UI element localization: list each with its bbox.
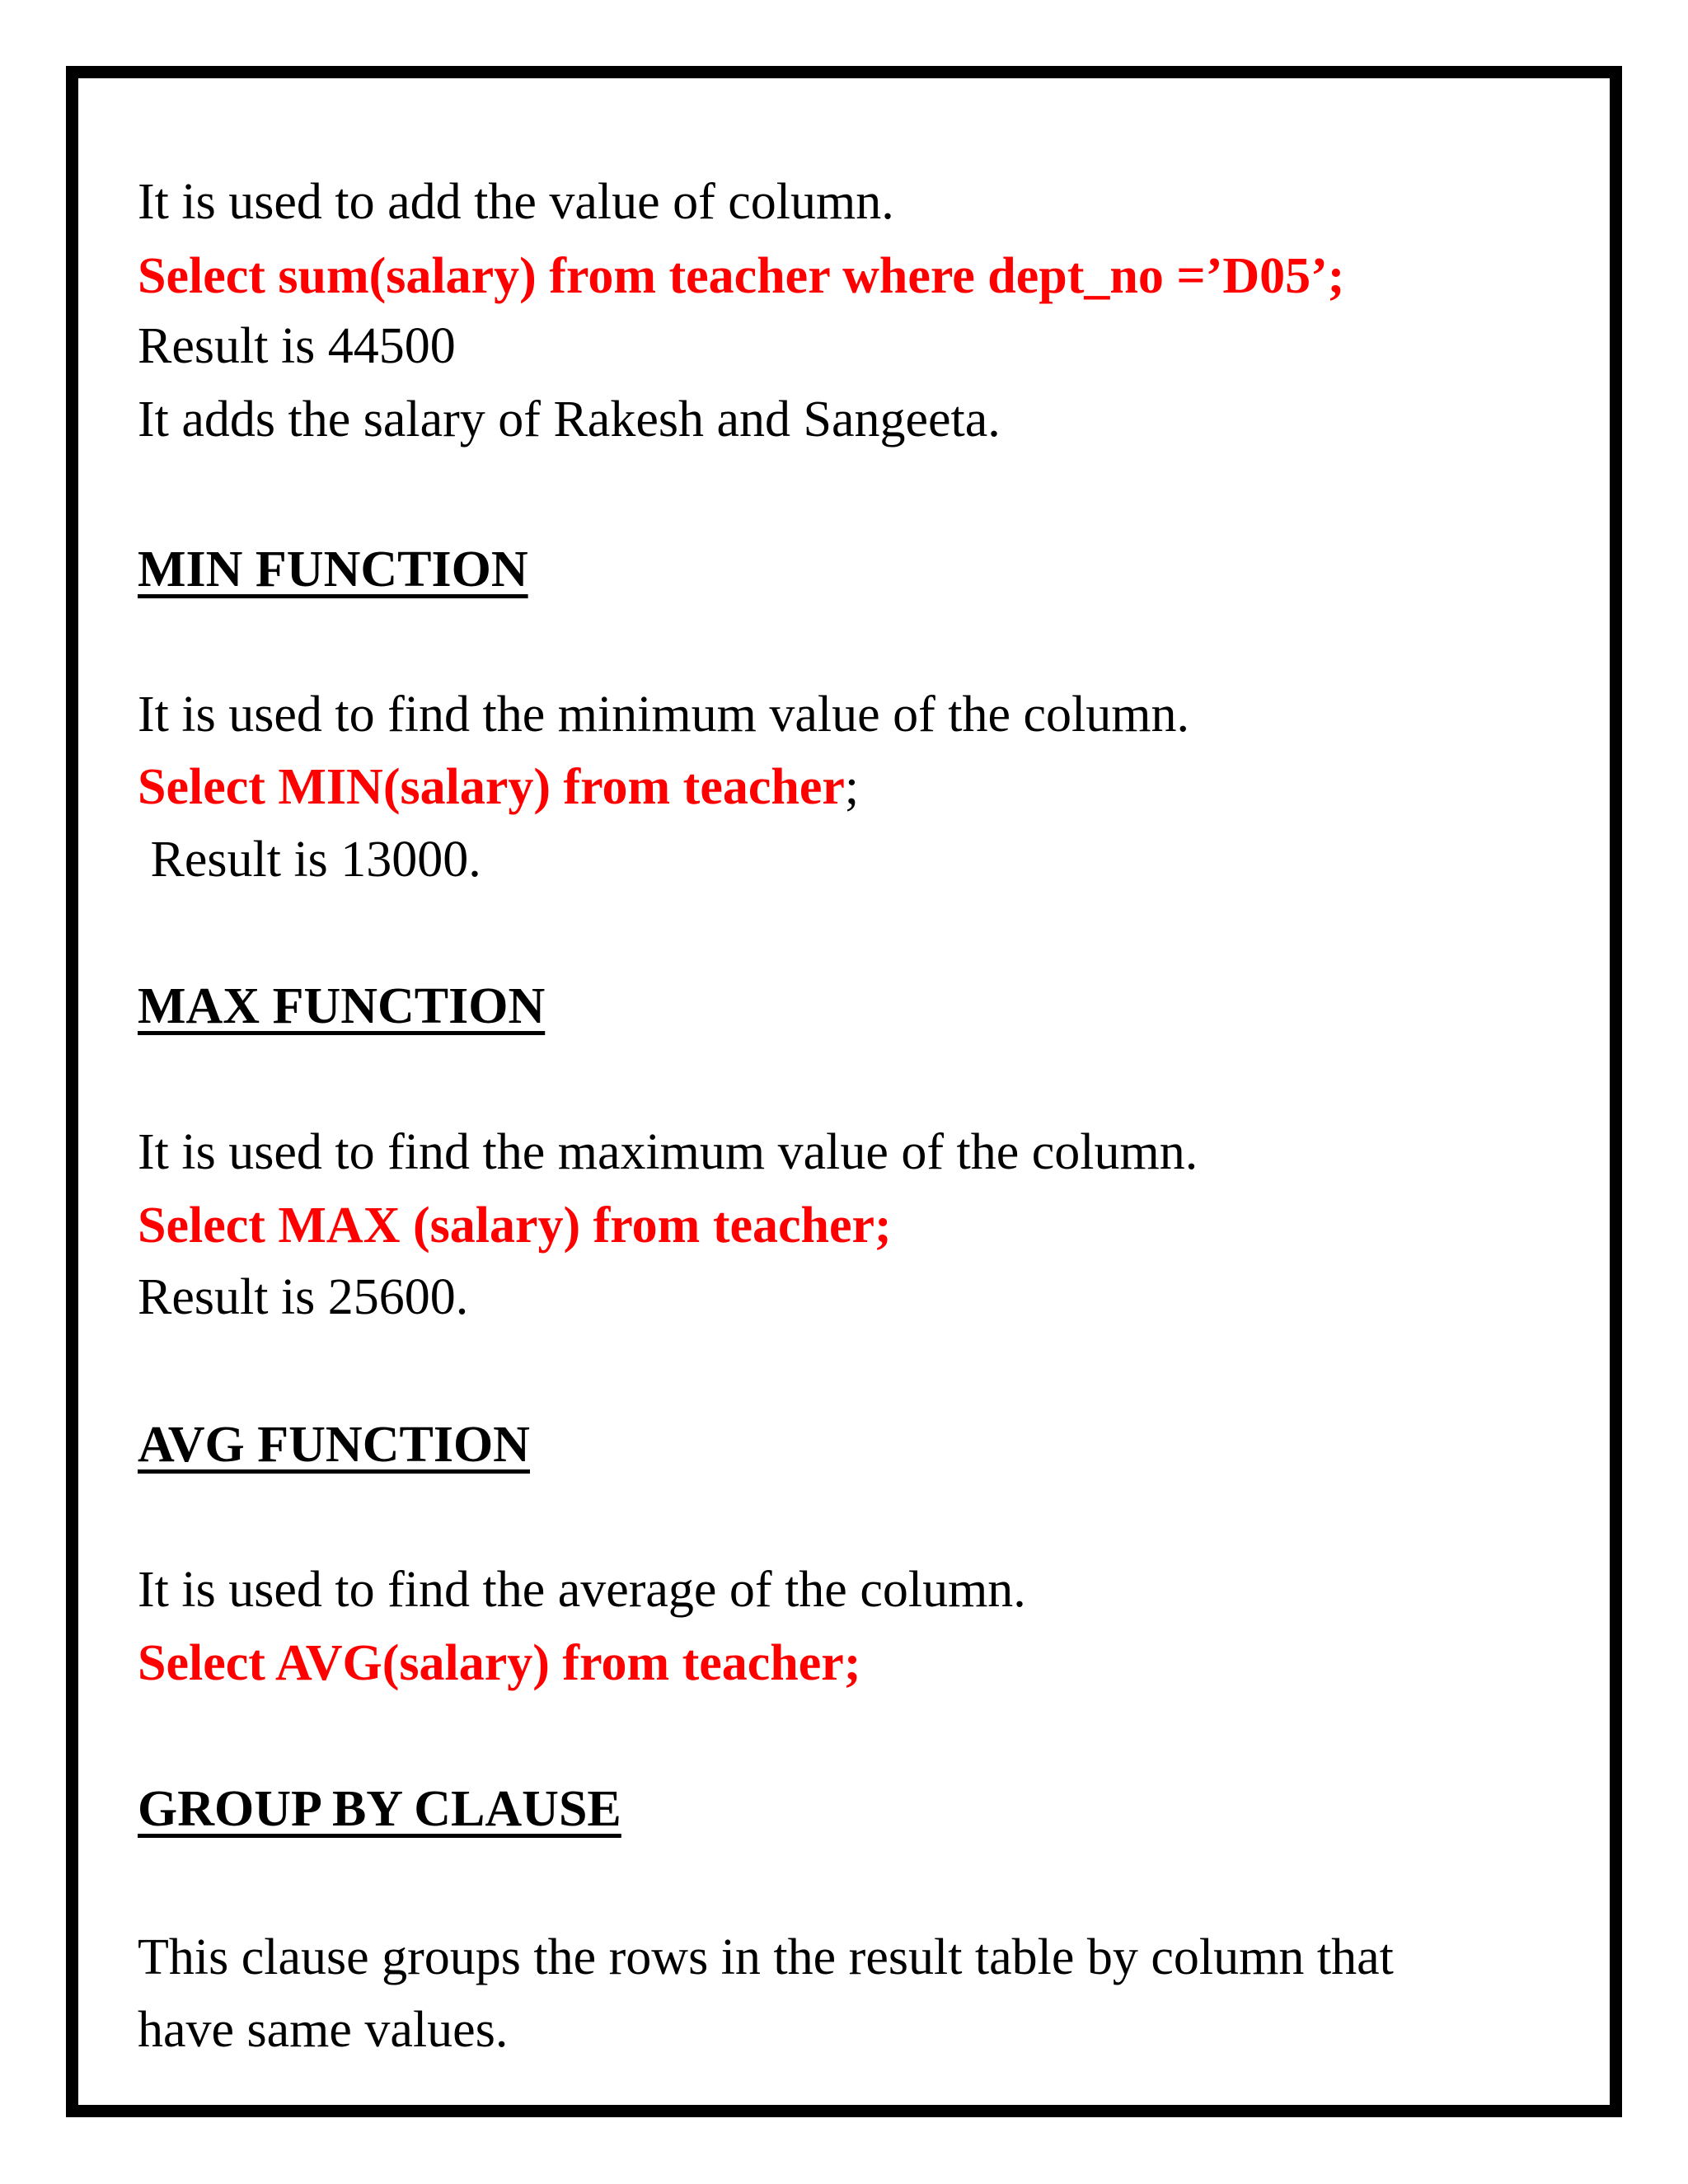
avg-query: Select AVG(salary) from teacher;	[138, 1635, 861, 1691]
max-query: Select MAX (salary) from teacher;	[138, 1197, 892, 1254]
group-by-description-line1: This clause groups the rows in the result table by column that	[138, 1929, 1394, 1985]
sum-note: It adds the salary of Rakesh and Sangeeta.	[138, 391, 1001, 448]
min-function-heading: MIN FUNCTION	[138, 541, 528, 598]
min-query	[138, 758, 859, 816]
min-description: It is used to find the minimum value of the column.	[138, 687, 1189, 743]
avg-description: It is used to find the average of the column.	[138, 1562, 1026, 1618]
max-description: It is used to find the maximum value of the column.	[138, 1124, 1198, 1180]
min-query-text: Select MIN(salary) from teacher	[138, 759, 845, 815]
sum-result: Result is 44500	[138, 318, 456, 374]
max-result: Result is 25600.	[138, 1269, 469, 1325]
avg-function-heading: AVG FUNCTION	[138, 1417, 530, 1473]
sum-query: Select sum(salary) from teacher where dept_no =’D05’;	[138, 248, 1345, 304]
group-by-description-line2: have same values.	[138, 2002, 509, 2058]
sum-description: It is used to add the value of column.	[138, 174, 894, 230]
min-result: Result is 13000.	[138, 832, 481, 888]
group-by-heading: GROUP BY CLAUSE	[138, 1781, 621, 1837]
max-function-heading: MAX FUNCTION	[138, 978, 546, 1034]
min-query-terminator: ;	[844, 759, 860, 815]
